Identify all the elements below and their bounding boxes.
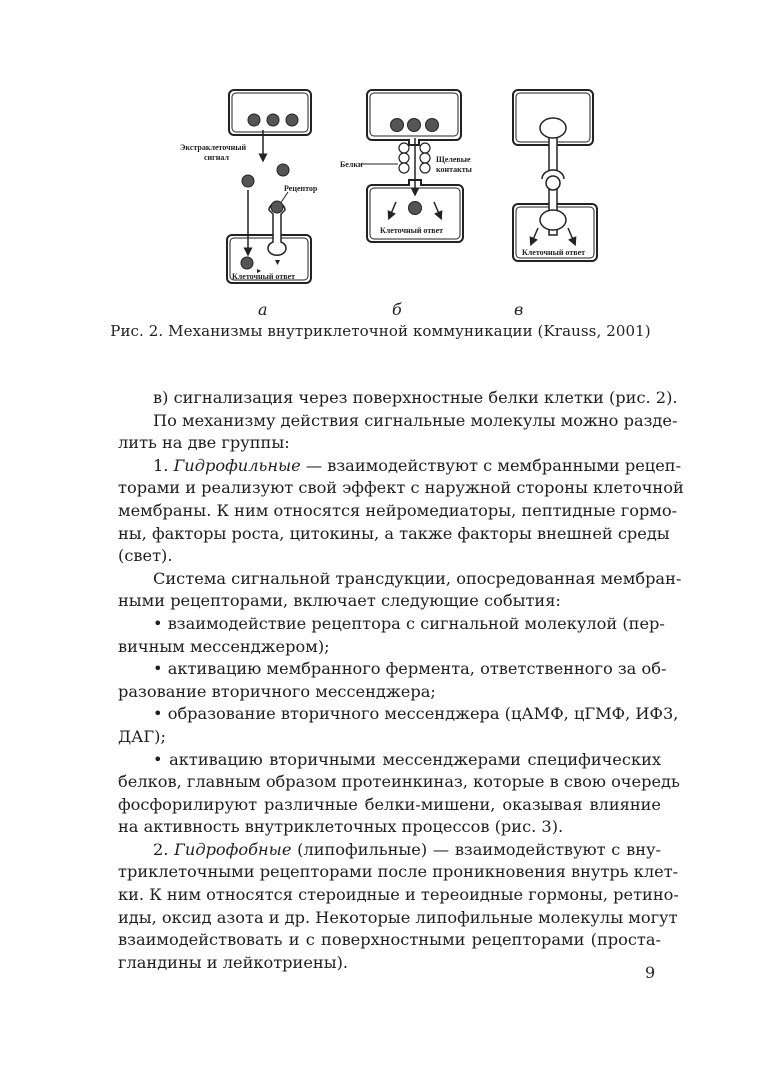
label-gap-junctions-2: контакты: [436, 165, 472, 174]
label-cell-response-a: Клеточный ответ: [232, 272, 296, 281]
text-line: мембраны. К ним относятся нейромедиаторы, пептидные гормо-: [118, 500, 678, 520]
text-line: фосфорилируют различные белки-мишени, оказывая влияние: [118, 794, 661, 814]
label-proteins: Белки: [340, 160, 363, 169]
text-line: лить на две группы:: [118, 433, 290, 453]
term-hydrophobic: Гидрофобные: [174, 839, 292, 859]
text-line: ны, факторы роста, цитокины, а также факторы внешней среды: [118, 523, 670, 543]
text-line: По механизму действия сигнальные молекулы можно разде-: [153, 410, 678, 430]
label-gap-junctions-1: Щелевые: [436, 155, 471, 164]
text-segment: — взаимодействуют с мембранными рецеп-: [300, 455, 682, 475]
text-line: вичным мессенджером);: [118, 636, 330, 656]
sublabel-c: в: [514, 300, 524, 319]
text-line: на активность внутриклеточных процессов (рис. 3).: [118, 817, 564, 837]
panel-b-diagram: [340, 90, 473, 242]
text-line: ДАГ);: [118, 726, 166, 746]
list-number: 1.: [153, 455, 174, 475]
label-cell-response-c: Клеточный ответ: [522, 248, 586, 257]
text-line: триклеточными рецепторами после проникновения внутрь клет-: [118, 862, 679, 882]
bullet-line: • активацию мембранного фермента, ответственного за об-: [153, 659, 667, 679]
label-extracellular-signal-2: сигнал: [204, 153, 229, 162]
panel-a-diagram: [180, 90, 318, 283]
figure-sublabels: [0, 300, 761, 322]
label-receptor: Рецептор: [284, 184, 318, 193]
text-line: взаимодействовать и с поверхностными рецепторами (проста-: [118, 930, 661, 950]
figure-intercellular-communication: [140, 80, 620, 300]
page-number: 9: [645, 963, 656, 982]
text-line: иды, оксид азота и др. Некоторые липофильные молекулы могут: [118, 907, 678, 927]
panel-c-diagram: [513, 90, 597, 261]
list-number: 2.: [153, 839, 175, 859]
text-line: (свет).: [118, 546, 173, 566]
figure-caption: Рис. 2. Механизмы внутриклеточной коммуникации (Krauss, 2001): [110, 322, 651, 340]
bullet-line: • активацию вторичными мессенджерами специфических: [153, 749, 661, 769]
text-line: ными рецепторами, включает следующие события:: [118, 591, 561, 611]
label-extracellular-signal-1: Экстраклеточный: [180, 143, 247, 152]
text-line-hydrophilic: [118, 455, 682, 478]
text-line: в) сигнализация через поверхностные белки клетки (рис. 2).: [153, 388, 678, 407]
body-text: [118, 387, 684, 974]
text-line: белков, главным образом протеинкиназ, которые в свою очередь: [118, 772, 680, 792]
text-line-hydrophobic: [118, 839, 661, 862]
sublabel-b: б: [392, 300, 402, 319]
text-line: ки. К ним относятся стероидные и тереоидные гормоны, ретино-: [118, 885, 679, 905]
bullet-line: • образование вторичного мессенджера (цАМФ, цГМФ, ИФ3,: [153, 704, 679, 724]
sublabel-a: а: [258, 300, 268, 319]
text-line: торами и реализуют свой эффект с наружной стороны клеточной: [118, 478, 684, 498]
text-line: разование вторичного мессенджера;: [118, 681, 436, 701]
text-segment: (липофильные) — взаимодействуют с вну-: [291, 839, 661, 859]
term-hydrophilic: Гидрофильные: [173, 455, 301, 475]
label-cell-response-b: Клеточный ответ: [380, 226, 444, 235]
bullet-line: • взаимодействие рецептора с сигнальной молекулой (пер-: [153, 613, 665, 633]
text-line: Система сигнальной трансдукции, опосредованная мембран-: [153, 568, 682, 588]
text-line: гландины и лейкотриены).: [118, 952, 349, 972]
